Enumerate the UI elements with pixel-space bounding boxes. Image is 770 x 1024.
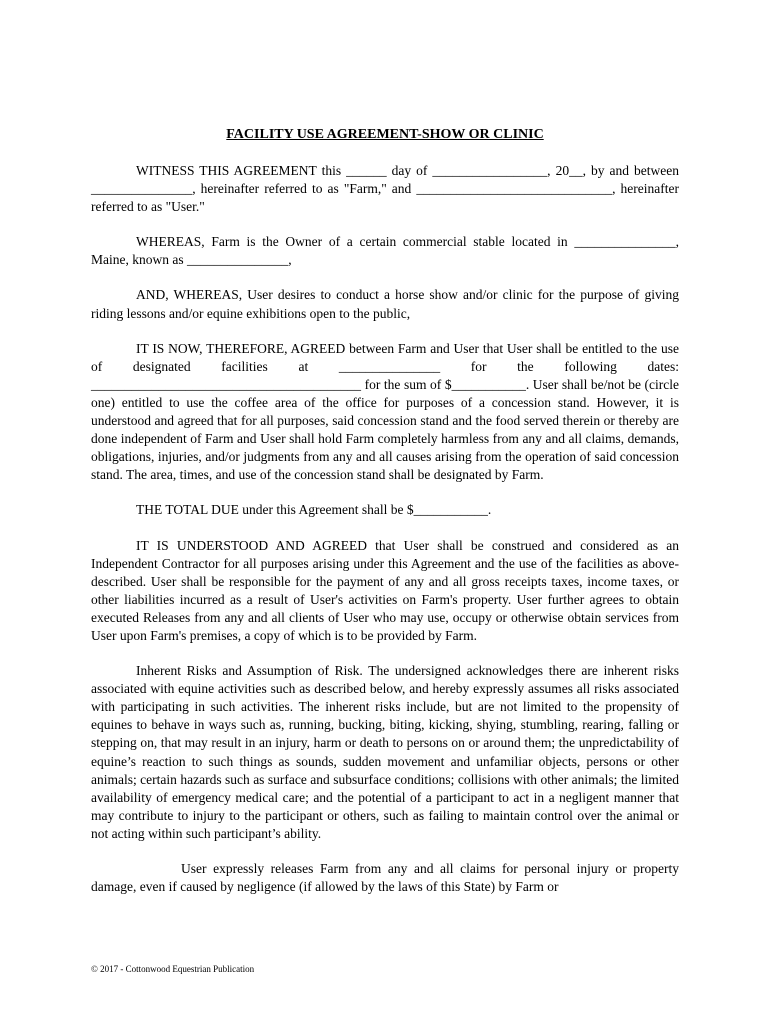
paragraph-contractor: IT IS UNDERSTOOD AND AGREED that User shall be construed and considered as an Independent Contractor for all purposes arising under this Agreement and the use of the facilities as above-described. User shall be responsible for the payment of any and all gross receipts taxes, income taxes, or other liabilities incurred as a result of User's activities on Farm's property. User further agrees to obtain executed Releases from any and all clients of User who may use, occupy or otherwise obtain services from User upon Farm's premises, a copy of which is to be provided by Farm. xyxy=(91,537,679,643)
paragraph-agreed: IT IS NOW, THEREFORE, AGREED between Farm and User that User shall be entitled to the use of designated facilities at _______________ for the following dates: ________________________________________ for the sum of $___________. User shall be/not be (circle one) entitled to use the coffee area of the office for purposes of a concession stand. However, it is understood and agreed that for all purposes, said concession stand and the food served therein or thereby are done independent of Farm and User shall hold Farm completely harmless from any and all claims, demands, obligations, injuries, and/or judgments from any and all causes arising from the operation of said concession stand. The area, times, and use of the concession stand shall be designated by Farm. xyxy=(91,340,679,483)
paragraph-total-due: THE TOTAL DUE under this Agreement shall be $___________. xyxy=(136,502,492,518)
copyright-footer: © 2017 - Cottonwood Equestrian Publication xyxy=(91,964,255,974)
paragraph-and-whereas: AND, WHEREAS, User desires to conduct a horse show and/or clinic for the purpose of giving riding lessons and/or equine exhibitions open to the public, xyxy=(91,287,679,321)
paragraph-witness: WITNESS THIS AGREEMENT this ______ day of _________________, 20__, by and between _______________, hereinafter referred to as "Farm," and _____________________________, hereinafter referred to as "User." xyxy=(91,163,679,215)
document-body xyxy=(91,162,679,913)
paragraph-whereas: WHEREAS, Farm is the Owner of a certain commercial stable located in _______________, Maine, known as _______________, xyxy=(91,234,679,268)
document-title: FACILITY USE AGREEMENT-SHOW OR CLINIC xyxy=(226,127,544,142)
paragraph-inherent-risks: Inherent Risks and Assumption of Risk. The undersigned acknowledges there are inherent risks associated with equine activities such as described below, and hereby expressly assumes all risks associated with participating in such activities. The inherent risks include, but are not limited to the propensity of equines to behave in ways such as, running, bucking, biting, kicking, shying, stumbling, rearing, falling or stepping on, that may result in an injury, harm or death to persons on or around them; the unpredictability of equine’s reaction to such things as sounds, sudden movement and unfamiliar objects, persons or other animals; certain hazards such as surface and subsurface conditions; collisions with other animals; the limited availability of emergency medical care; and the potential of a participant to act in a negligent manner that may contribute to injury to the participant or others, such as failing to maintain control over the animal or not acting within such participant’s ability. xyxy=(91,663,679,841)
paragraph-release: User expressly releases Farm from any and all claims for personal injury or property damage, even if caused by negligence (if allowed by the laws of this State) by Farm or xyxy=(91,861,679,895)
